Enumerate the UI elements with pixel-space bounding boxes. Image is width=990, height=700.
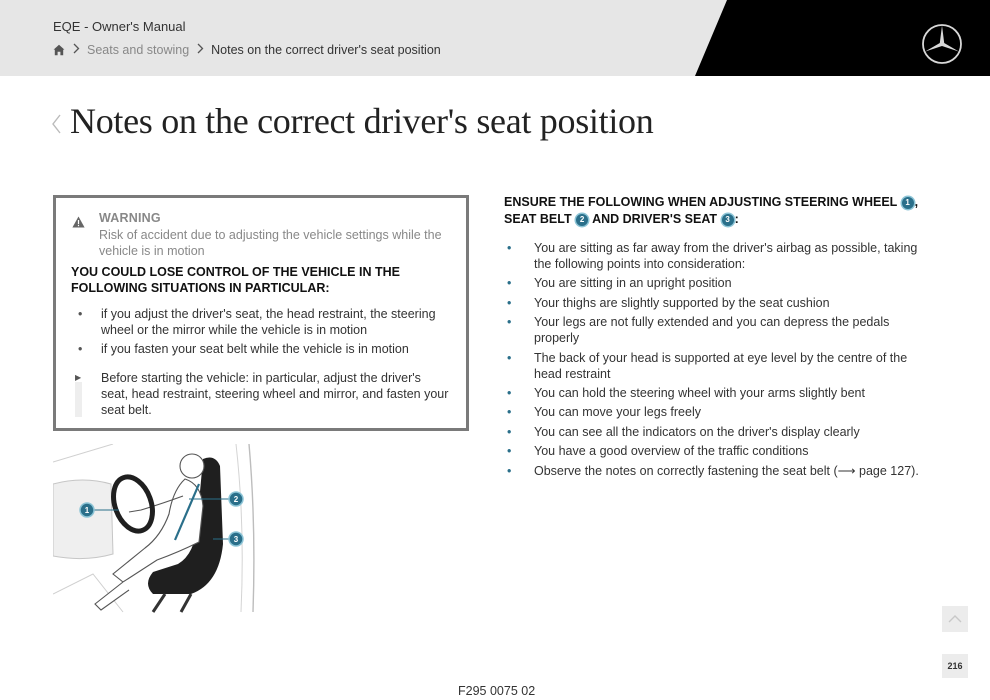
svg-text:1: 1 [84, 506, 90, 515]
driver-seat-illustration [53, 444, 261, 614]
list-item: • You can hold the steering wheel with your arms slightly bent [507, 385, 865, 400]
action-arrow-icon: ▶ [75, 373, 82, 382]
list-item: • if you fasten your seat belt while the vehicle is in motion [78, 342, 409, 356]
list-item: • You are sitting as far away from the driver's airbag as possible, taking the following points into consideration: [507, 241, 918, 271]
list-item: • The back of your head is supported at eye level by the centre of the head restraint [507, 350, 908, 381]
page-title: Notes on the correct driver's seat position [70, 101, 654, 141]
mercedes-star-logo[interactable] [921, 23, 963, 65]
warning-situations-list [71, 306, 451, 360]
list-item: • You can see all the indicators on the driver's display clearly [507, 424, 860, 439]
breadcrumb-item-current: Notes on the correct driver's seat position [211, 43, 441, 57]
warning-action: ▶ Before starting the vehicle: in particular, adjust the driver's seat, head restraint, steering wheel and mirror, and fasten your seat belt. [75, 371, 449, 417]
chevron-right-icon [65, 43, 87, 57]
chevron-right-icon [189, 43, 211, 57]
chevron-left-icon[interactable] [50, 113, 64, 135]
callout-3-badge: 3 [722, 214, 734, 226]
callout-3 [229, 532, 243, 546]
ensure-heading: ENSURE THE FOLLOWING WHEN ADJUSTING STEERING WHEEL 1 , SEAT BELT 2 AND DRIVER'S SEAT 3 : [504, 195, 919, 226]
adjustment-checklist [504, 240, 924, 482]
figure-code: F295 0075 02 [458, 684, 536, 698]
manual-title: EQE - Owner's Manual [53, 19, 186, 34]
list-item: • if you adjust the driver's seat, the head restraint, the steering wheel or the mirror while the vehicle is in motion [78, 307, 436, 337]
svg-text:3: 3 [233, 535, 239, 544]
home-icon[interactable] [53, 44, 65, 56]
list-item-page-link[interactable]: • Observe the notes on correctly fastening the seat belt (⟶ page 127). [507, 463, 919, 478]
warning-box [53, 195, 469, 431]
callout-1-badge: 1 [902, 197, 914, 209]
chevron-up-icon [942, 606, 968, 632]
breadcrumb [53, 42, 441, 58]
warning-label: WARNING [99, 211, 161, 225]
svg-text:2: 2 [233, 495, 239, 504]
warning-triangle-icon [72, 216, 85, 228]
callout-2 [229, 492, 243, 506]
scroll-to-top-button[interactable] [942, 606, 968, 632]
callout-2-badge: 2 [576, 214, 588, 226]
callout-1 [80, 503, 94, 517]
breadcrumb-item-seats-and-stowing[interactable]: Seats and stowing [87, 43, 190, 57]
list-item: • You are sitting in an upright position [507, 276, 732, 291]
warning-description: Risk of accident due to adjusting the vehicle settings while the vehicle is in motion [99, 228, 442, 258]
warning-consequence: YOU COULD LOSE CONTROL OF THE VEHICLE IN THE FOLLOWING SITUATIONS IN PARTICULAR: [71, 265, 400, 295]
header-bar [0, 0, 990, 76]
list-item: • Your legs are not fully extended and you can depress the pedals properly [507, 315, 890, 346]
list-item: • You can move your legs freely [507, 405, 701, 420]
list-item: • You have a good overview of the traffic conditions [507, 444, 809, 459]
page-number: 216 [942, 654, 968, 678]
list-item: • Your thighs are slightly supported by the seat cushion [507, 295, 830, 310]
